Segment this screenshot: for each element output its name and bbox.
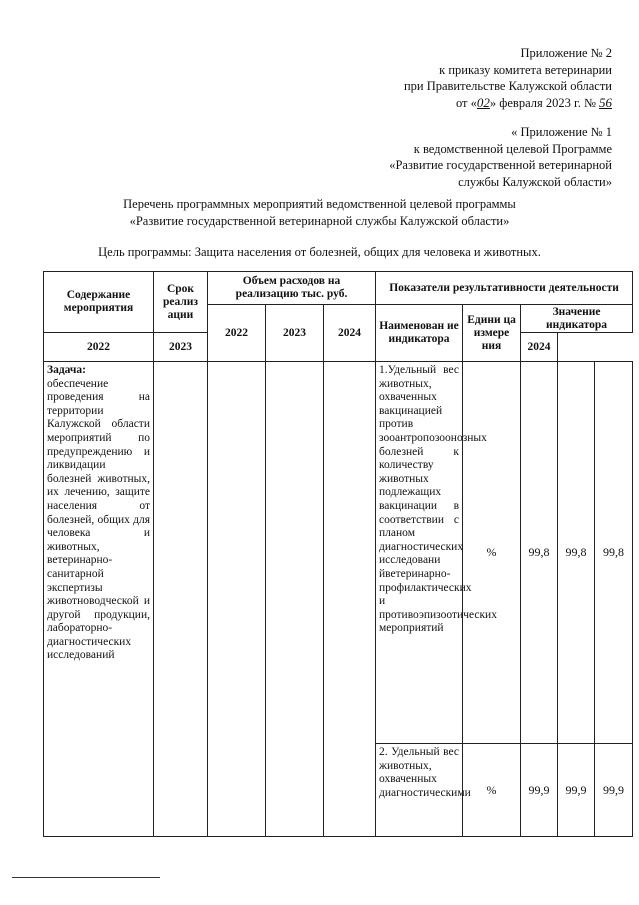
program-line: к ведомственной целевой Программе (413, 141, 612, 156)
indicator-2-2024: 99,9 (595, 744, 633, 837)
indicator-2-name: 2. Удельный вес животных, охваченных диагностическими (376, 744, 463, 837)
indicator-1-2022: 99,8 (521, 362, 558, 744)
handwritten-number: 56 (599, 94, 612, 110)
task-title: Задача: (47, 364, 86, 376)
order-line: к приказу комитета ветеринарии (439, 62, 612, 77)
program-goal: Цель программы: Защита населения от болезней, общих для человека и животных. (98, 245, 541, 259)
indicator-2-unit: % (463, 744, 521, 837)
program-name-line-1: «Развитие государственной ветеринарной (389, 158, 612, 172)
date-line: от «02» февраля 2023 г. № 56 (455, 94, 612, 110)
table-row (44, 362, 633, 744)
header-content: Содержание мероприятия (44, 272, 154, 333)
indicator-1-2024: 99,8 (595, 362, 633, 744)
header-value-2024: 2024 (521, 333, 558, 362)
appendix-2-header (404, 45, 612, 111)
appendix-2-line: Приложение № 2 (520, 46, 612, 60)
term-cell (154, 362, 208, 837)
header-expenses: Объем расходов на реализацию тыс. руб. (208, 272, 376, 305)
indicator-1-2023: 99,8 (558, 362, 595, 744)
header-value-2022: 2022 (44, 333, 154, 362)
header-value: Значение индикатора (521, 305, 633, 333)
header-term: Срок реализ ации (154, 272, 208, 333)
measures-table (43, 271, 633, 837)
footnote-divider (12, 877, 160, 878)
header-expenses-2022: 2022 (208, 305, 266, 362)
indicator-1-name: 1.Удельный вес животных, охваченных вакцинацией против зооантропозоонозных болезней к количеству животных подлежащих вакцинации в соответствии с планом диагностических исследовани йветеринарно-профилактических и противоэпизоотических мероприятий (376, 362, 463, 744)
title-line-2: «Развитие государственной ветеринарной службы Калужской области» (129, 213, 510, 228)
title-line-1: Перечень программных мероприятий ведомственной целевой программы (123, 197, 516, 211)
document-title (0, 196, 639, 229)
appendix-1-header (389, 124, 612, 190)
header-indicators: Показатели результативности деятельности (376, 272, 633, 305)
indicator-1-unit: % (463, 362, 521, 744)
task-cell (44, 362, 154, 837)
expense-2022-cell (208, 362, 266, 837)
header-expenses-2023: 2023 (266, 305, 324, 362)
task-text: обеспечение проведения на территории Калужской области мероприятий по предупреждению и ликвидации болезней животных, их лечению, защите населения от болезней, общих для человека и животных, ветеринарно-санитарной экспертизы животноводческой и другой продукции, лабораторно-диагностических исследований (47, 377, 150, 662)
header-expenses-2024: 2024 (324, 305, 376, 362)
indicator-2-2023: 99,9 (558, 744, 595, 837)
expense-2024-cell (324, 362, 376, 837)
handwritten-day: 02 (476, 94, 490, 110)
header-indicator-name: Наименован ие индикатора (376, 305, 463, 362)
government-line: при Правительстве Калужской области (403, 79, 612, 93)
header-value-2023: 2023 (154, 333, 208, 362)
expense-2023-cell (266, 362, 324, 837)
appendix-1-line: « Приложение № 1 (511, 125, 612, 139)
program-name-line-2: службы Калужской области» (458, 174, 612, 189)
header-unit: Едини ца измере ния (463, 305, 521, 362)
indicator-2-2022: 99,9 (521, 744, 558, 837)
